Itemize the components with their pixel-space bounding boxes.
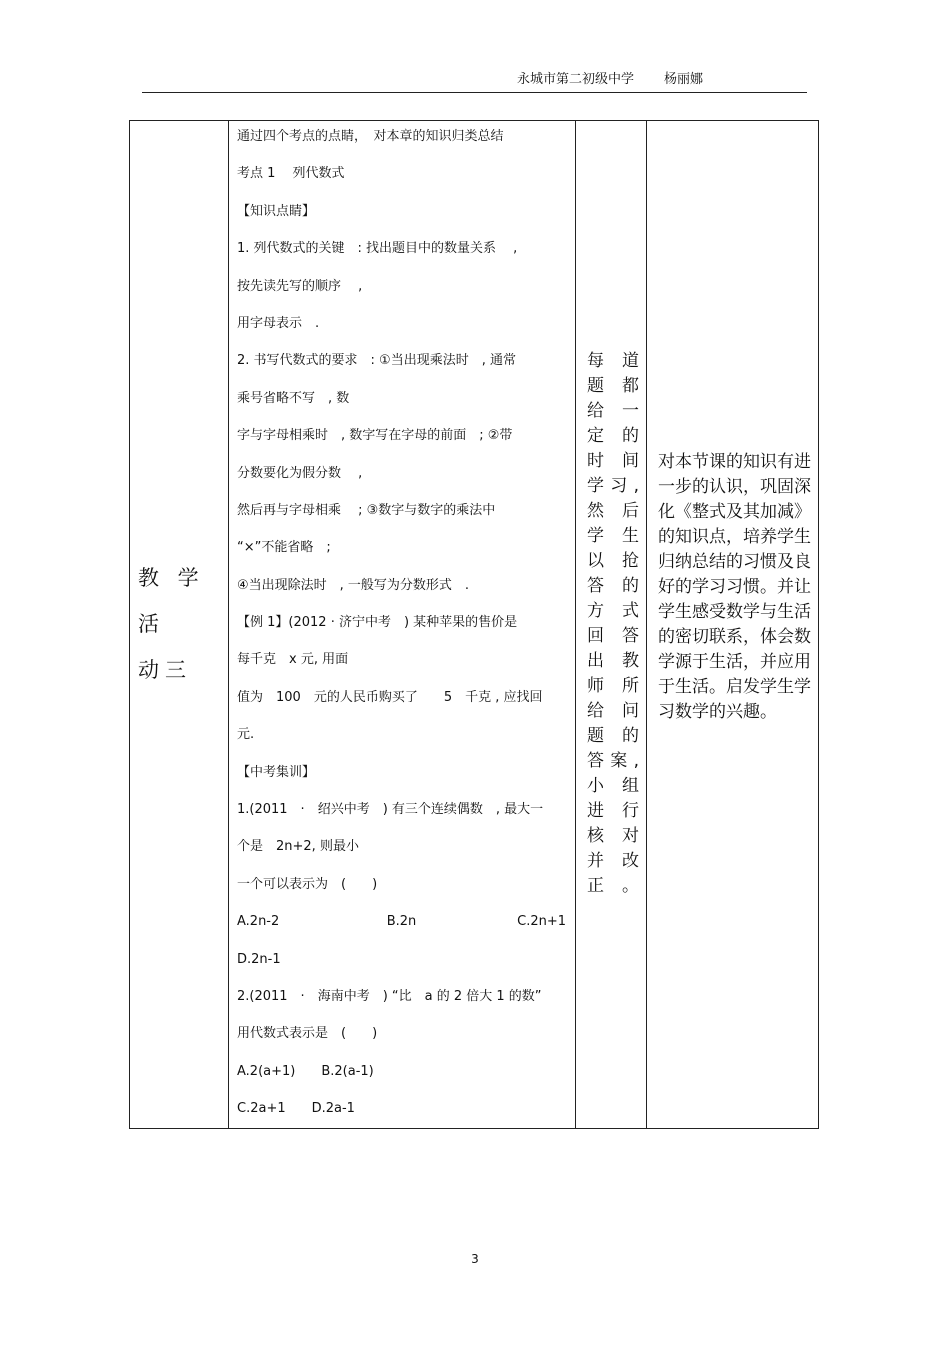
section-label-cell: [130, 121, 229, 1129]
author-name: 杨丽娜: [664, 72, 704, 87]
school-name: 永城市第二初级中学: [517, 72, 635, 87]
option-c: C.2n+1: [517, 914, 567, 930]
activity-line: 出 教: [587, 651, 639, 672]
activity-line: 每 道: [587, 351, 639, 372]
activity-line: 学 生: [587, 526, 639, 547]
content-line: 按先读先写的顺序 ,: [237, 278, 363, 294]
activity-line: 并 改: [587, 851, 639, 872]
activity-line: 回 答: [587, 626, 639, 647]
activity-line: 时 间: [587, 451, 639, 472]
content-line: 2. 书写代数式的要求 : ①当出现乘法时 , 通常: [237, 353, 516, 369]
content-line: 乘号省略不写 , 数: [237, 390, 350, 406]
section-label-line1: 教 学 活: [138, 566, 205, 637]
content-line: 然后再与字母相乘 ; ③数字与数字的乘法中: [237, 502, 496, 518]
activity-line: 师 所: [587, 676, 639, 697]
lesson-table: [129, 120, 819, 1129]
activity-line: 进 行: [587, 801, 639, 822]
activity-line: 题 都: [587, 376, 639, 397]
content-cell: [229, 121, 576, 1129]
activity-cell: [576, 121, 647, 1129]
activity-text: [576, 349, 646, 899]
option-b: B.2n: [386, 914, 417, 930]
page-number: 3: [471, 1252, 479, 1266]
content-line: 1.(2011 · 绍兴中考 ) 有三个连续偶数 , 最大一: [237, 802, 544, 818]
activity-line: 方 式: [587, 601, 639, 622]
option-a: A.2n-2: [237, 914, 280, 930]
content-line: 元.: [237, 727, 255, 743]
content-line: 分数要化为假分数 ,: [237, 465, 363, 481]
activity-line: 正。: [587, 876, 639, 897]
activity-line: 学习,: [587, 476, 639, 497]
content-line: 【例 1】(2012 · 济宁中考 ) 某种苹果的售价是: [237, 615, 518, 631]
table-row: [130, 121, 819, 1129]
content-line: ④当出现除法时 , 一般写为分数形式 .: [237, 577, 470, 593]
content-line: 每千克 x 元, 用面: [237, 652, 349, 668]
activity-line: 定 的: [587, 426, 639, 447]
content-line: 用字母表示 .: [237, 315, 320, 331]
content-line: 1. 列代数式的关键 : 找出题目中的数量关系 ,: [237, 241, 518, 257]
content-line: 【中考集训】: [237, 764, 316, 780]
content-line: 一个可以表示为 ( ): [237, 876, 378, 892]
content-line: “×”不能省略 ;: [237, 540, 331, 556]
design-intent-cell: [647, 121, 819, 1129]
activity-line: 答案,: [587, 751, 639, 772]
content-line: 个是 2n+2, 则最小: [237, 839, 359, 855]
content-line: 通过四个考点的点睛， 对本章的知识归类总结: [237, 129, 504, 144]
content-line: D.2n-1: [237, 951, 281, 967]
question-1-options: [237, 903, 566, 940]
activity-line: 题 的: [587, 726, 639, 747]
content-line: A.2(a+1) B.2(a-1): [237, 1063, 374, 1079]
activity-line: 核 对: [587, 826, 639, 847]
page-header: [142, 58, 807, 93]
content-line: 用代数式表示是 ( ): [237, 1026, 378, 1042]
activity-line: 答 的: [587, 576, 639, 597]
section-label-line2: 动三: [138, 658, 192, 683]
content-line: C.2a+1 D.2a-1: [237, 1101, 355, 1117]
activity-line: 给 一: [587, 401, 639, 422]
activity-line: 以 抢: [587, 551, 639, 572]
design-intent-text: 对本节课的知识有进一步的认识，巩固深化《整式及其加减》的知识点，培养学生归纳总结的习惯及良好的学习习惯。并让学生感受数学与生活的密切联系，体会数学源于生活，并应用于生活。启发学生学习数学的兴趣。: [658, 451, 811, 722]
activity-line: 然 后: [587, 501, 639, 522]
content-line: 【知识点睛】: [237, 203, 316, 219]
content-line: 值为 100 元的人民币购买了 5 千克 , 应找回: [237, 689, 543, 705]
activity-line: 小 组: [587, 776, 639, 797]
content-line: 考点 1 列代数式: [237, 166, 345, 182]
content-line: 2.(2011 · 海南中考 ) “比 a 的 2 倍大 1 的数”: [237, 988, 542, 1004]
activity-line: 给 问: [587, 701, 639, 722]
content-line: 字与字母相乘时 , 数字写在字母的前面 ; ②带: [237, 428, 513, 444]
